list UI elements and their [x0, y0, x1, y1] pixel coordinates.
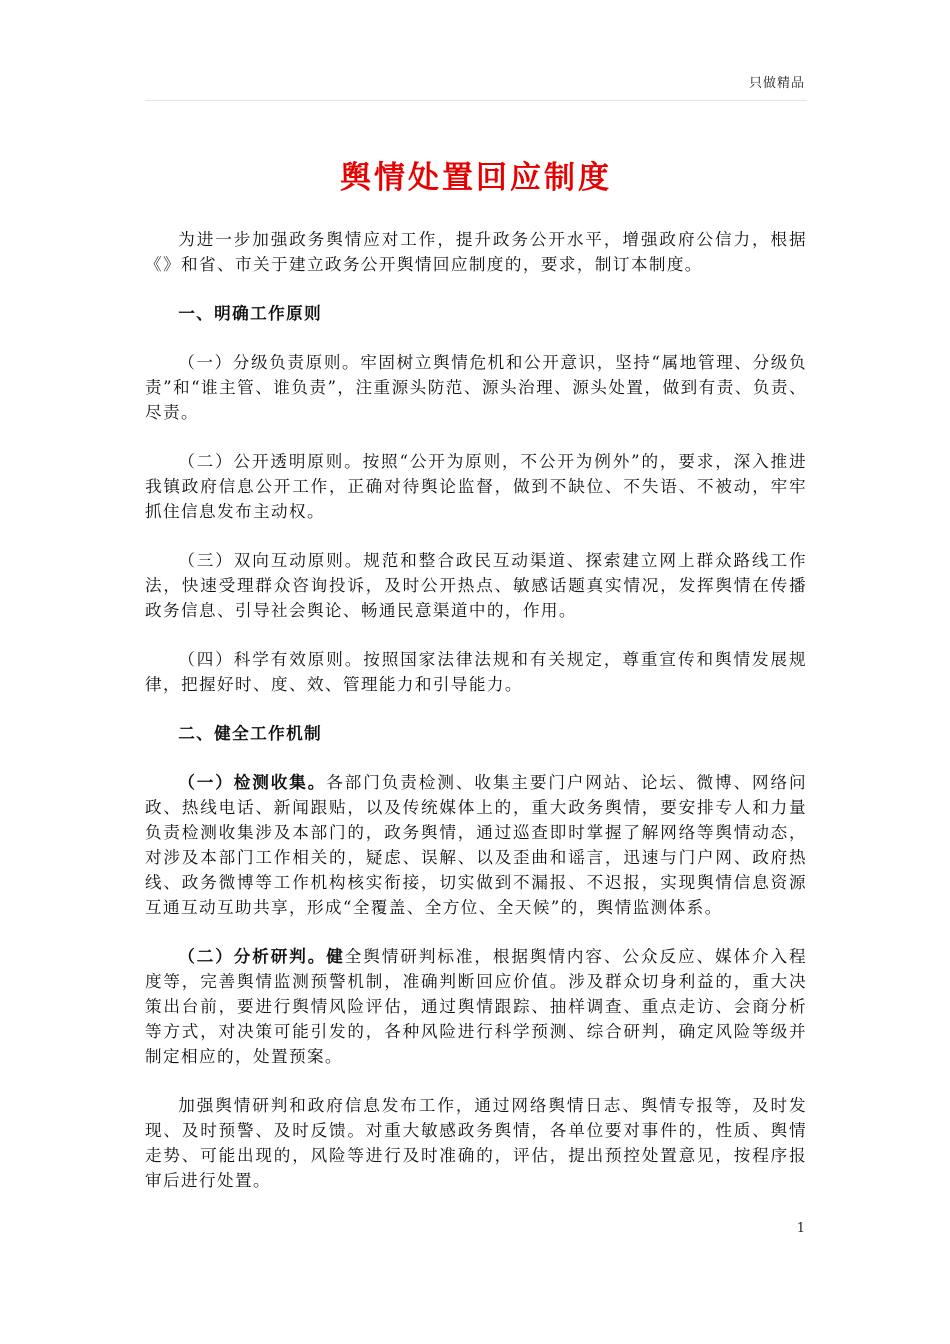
intro-paragraph: 为进一步加强政务舆情应对工作，提升政务公开水平，增强政府公信力，根据《》和省、市关于建立政务公开舆情回应制度的，要求，制订本制度。 — [145, 230, 807, 274]
paragraph-body: 全舆情研判标准，根据舆情内容、公众反应、媒体介入程度等，完善舆情监测预警机制，准确判断回应价值。涉及群众切身利益的，重大决策出台前，要进行舆情风险评估，通过舆情跟踪、抽样调查、重点走访、会商分析等方式，对决策可能引发的，各种风险进行科学预测、综合研判，确定风险等级并制定相应的，处置预案。 — [145, 947, 807, 1066]
mechanism-paragraph-monitoring — [145, 770, 807, 920]
section-heading-mechanism: 二、健全工作机制 — [178, 723, 323, 743]
header-divider — [145, 100, 807, 101]
mechanism-paragraph-reporting: 加强舆情研判和政府信息发布工作，通过网络舆情日志、舆情专报等，及时发现、及时预警、及时反馈。对重大敏感政务舆情，各单位要对事件的，性质、舆情走势、可能出现的，风险等进行及时准确的，评估，提出预控处置意见，按程序报审后进行处置。 — [145, 1096, 807, 1190]
paragraph-lead: （二）分析研判。健 — [178, 946, 345, 966]
principle-paragraph: （一）分级负责原则。牢固树立舆情危机和公开意识，坚持“属地管理、分级负责”和“谁主管、谁负责”，注重源头防范、源头治理、源头处置，做到有责、负责、尽责。 — [145, 353, 807, 422]
document-title: 舆情处置回应制度 — [340, 160, 612, 196]
principle-paragraph: （三）双向互动原则。规范和整合政民互动渠道、探索建立网上群众路线工作法，快速受理群众咨询投诉，及时公开热点、敏感话题真实情况，发挥舆情在传播政务信息、引导社会舆论、畅通民意渠道中的，作用。 — [145, 551, 807, 620]
header-note: 只做精品 — [748, 76, 805, 91]
paragraph-body: 各部门负责检测、收集主要门户网站、论坛、微博、网络问政、热线电话、新闻跟贴，以及传统媒体上的，重大政务舆情，要安排专人和力量负责检测收集涉及本部门的，政务舆情，通过巡查即时掌握了解网络等舆情动态，对涉及本部门工作相关的，疑虑、误解、以及歪曲和谣言，迅速与门户网、政府热线、政务微博等工作机构核实衔接，切实做到不漏报、不迟报，实现舆情信息资源互通互动互助共享，形成“全覆盖、全方位、全天候”的，舆情监测体系。 — [145, 773, 807, 917]
section-heading-principles: 一、明确工作原则 — [178, 303, 323, 323]
document-body — [145, 227, 807, 1217]
principle-paragraph: （二）公开透明原则。按照“公开为原则，不公开为例外”的，要求，深入推进我镇政府信息公开工作，正确对待舆论监督，做到不缺位、不失语、不被动，牢牢抓住信息发布主动权。 — [145, 452, 807, 521]
principle-paragraph: （四）科学有效原则。按照国家法律法规和有关规定，尊重宣传和舆情发展规律，把握好时、度、效、管理能力和引导能力。 — [145, 650, 807, 694]
paragraph-lead: （一）检测收集。 — [178, 772, 327, 792]
page-number: 1 — [796, 1221, 805, 1236]
mechanism-paragraph-analysis — [145, 944, 807, 1069]
